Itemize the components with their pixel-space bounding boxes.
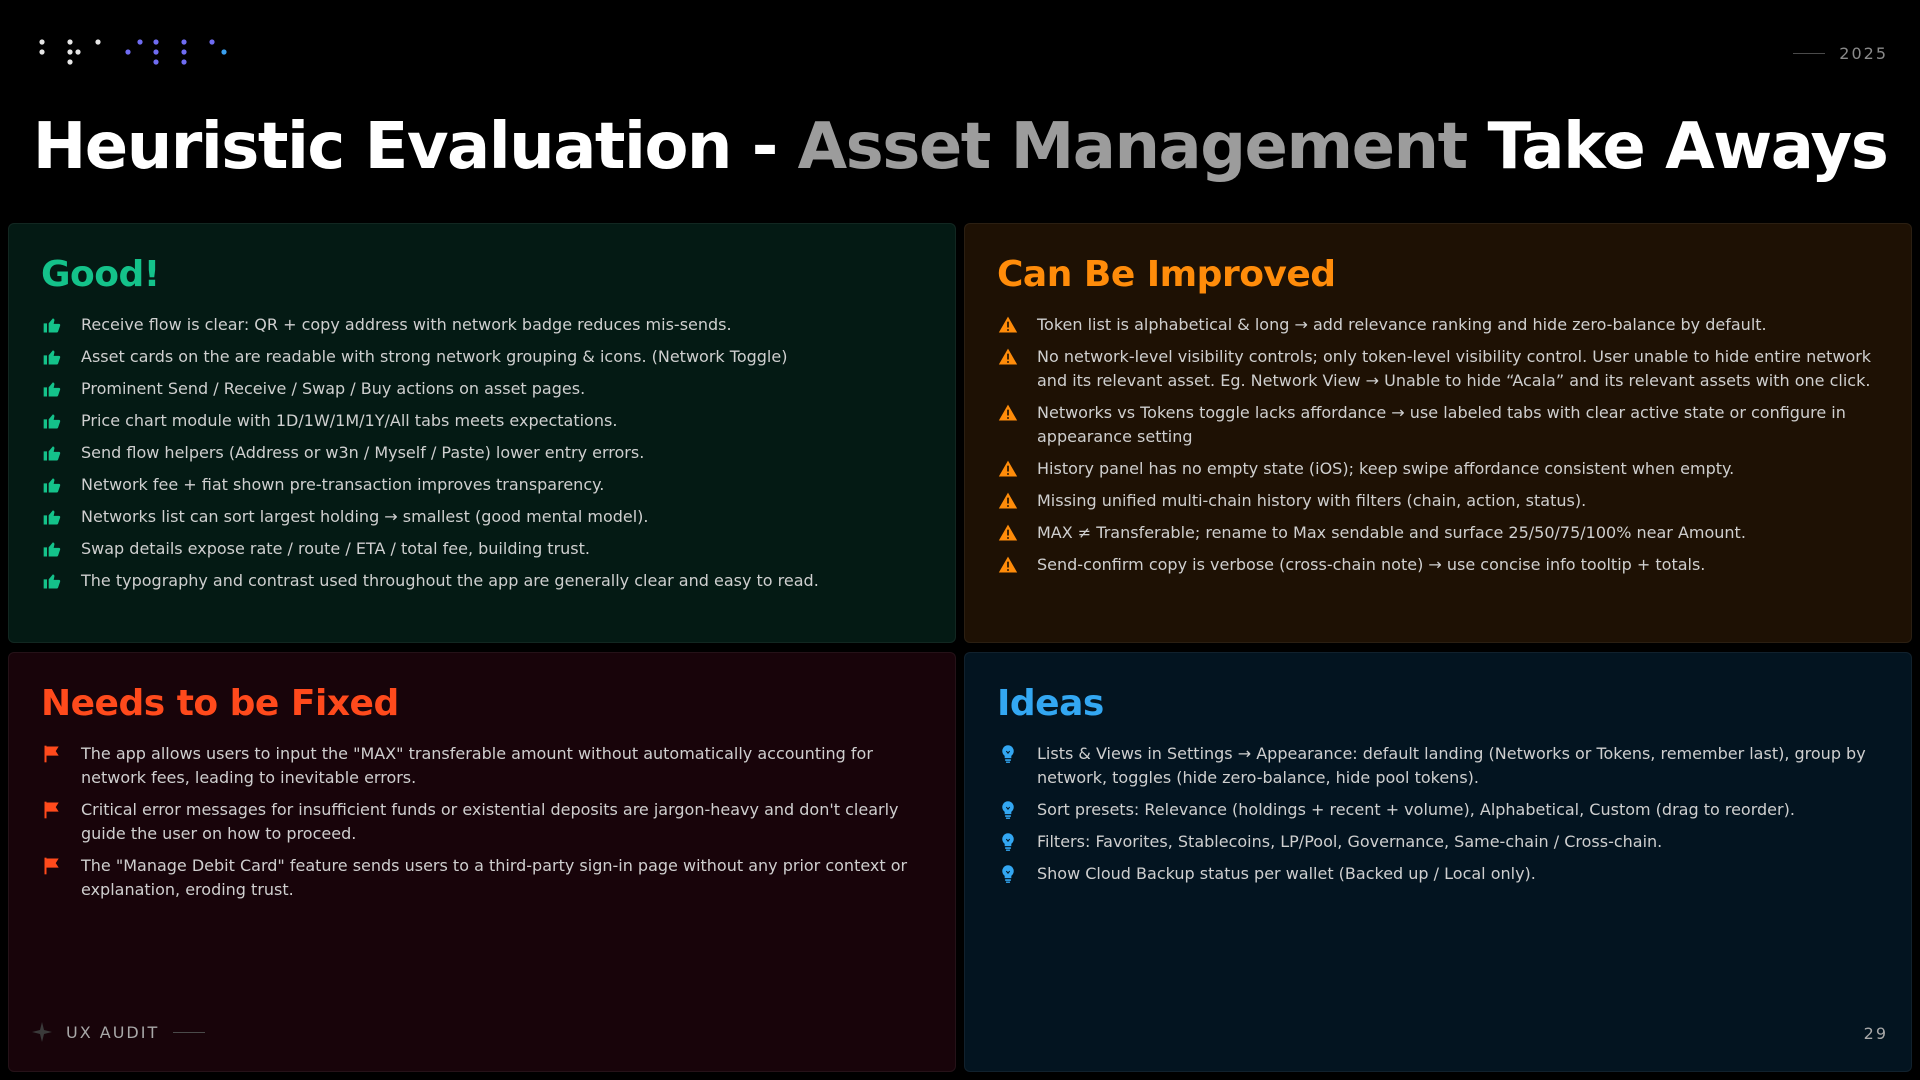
list-item-text: The app allows users to input the "MAX" transferable amount without automatically accounting for network fees, leading to inevitable errors. bbox=[81, 744, 873, 787]
list-item-text: History panel has no empty state (iOS); keep swipe affordance consistent when empty. bbox=[1037, 459, 1735, 478]
list-item bbox=[41, 313, 921, 337]
item-list bbox=[997, 313, 1877, 577]
list-item bbox=[41, 473, 921, 497]
thumbs-up-icon bbox=[41, 505, 63, 529]
list-item-text: Network fee + fiat shown pre-transaction improves transparency. bbox=[81, 475, 605, 494]
list-item-text: Send-confirm copy is verbose (cross-chain note) → use concise info tooltip + totals. bbox=[1037, 555, 1706, 574]
flag-icon bbox=[41, 742, 63, 766]
year-label: 2025 bbox=[1839, 44, 1888, 63]
warning-icon bbox=[997, 313, 1019, 337]
title-part1: Heuristic Evaluation - bbox=[32, 110, 798, 184]
panel-good bbox=[8, 223, 956, 643]
thumbs-up-icon bbox=[41, 569, 63, 593]
page-number: 29 bbox=[1863, 1024, 1888, 1043]
list-item bbox=[41, 505, 921, 529]
list-item-text: Price chart module with 1D/1W/1M/1Y/All tabs meets expectations. bbox=[81, 411, 618, 430]
list-item-text: Prominent Send / Receive / Swap / Buy actions on asset pages. bbox=[81, 379, 586, 398]
title-part2: Take Aways bbox=[1466, 110, 1888, 184]
list-item bbox=[41, 537, 921, 561]
warning-icon bbox=[997, 345, 1019, 369]
list-item bbox=[997, 313, 1877, 337]
list-item-text: Send flow helpers (Address or w3n / Myself / Paste) lower entry errors. bbox=[81, 443, 645, 462]
list-item bbox=[997, 521, 1877, 545]
brand-logo bbox=[34, 34, 234, 74]
list-item bbox=[41, 569, 921, 593]
list-item bbox=[997, 345, 1877, 393]
sparkle-icon bbox=[32, 1022, 52, 1042]
list-item bbox=[41, 742, 921, 790]
list-item-text: The "Manage Debit Card" feature sends users to a third-party sign-in page without any prior context or explanation, eroding trust. bbox=[81, 856, 908, 899]
list-item-text: Token list is alphabetical & long → add relevance ranking and hide zero-balance by default. bbox=[1037, 315, 1767, 334]
list-item-text: Networks vs Tokens toggle lacks affordance → use labeled tabs with clear active state or configure in appearance setting bbox=[1037, 403, 1846, 446]
list-item-text: The typography and contrast used throughout the app are generally clear and easy to read. bbox=[81, 571, 819, 590]
thumbs-up-icon bbox=[41, 441, 63, 465]
list-item bbox=[997, 401, 1877, 449]
thumbs-up-icon bbox=[41, 313, 63, 337]
thumbs-up-icon bbox=[41, 473, 63, 497]
panel-improve bbox=[964, 223, 1912, 643]
divider-line bbox=[1793, 53, 1825, 54]
thumbs-up-icon bbox=[41, 377, 63, 401]
list-item bbox=[41, 409, 921, 433]
footer-label bbox=[32, 1022, 205, 1042]
thumbs-up-icon bbox=[41, 537, 63, 561]
thumbs-up-icon bbox=[41, 409, 63, 433]
lightbulb-icon bbox=[997, 742, 1019, 766]
panel-title: Can Be Improved bbox=[997, 254, 1336, 295]
list-item bbox=[997, 830, 1877, 854]
page-title bbox=[0, 110, 1920, 184]
list-item bbox=[997, 742, 1877, 790]
panel-title: Ideas bbox=[997, 683, 1104, 724]
lightbulb-icon bbox=[997, 830, 1019, 854]
list-item-text: Swap details expose rate / route / ETA / total fee, building trust. bbox=[81, 539, 590, 558]
list-item bbox=[41, 345, 921, 369]
warning-icon bbox=[997, 489, 1019, 513]
list-item-text: Show Cloud Backup status per wallet (Backed up / Local only). bbox=[1037, 864, 1536, 883]
flag-icon bbox=[41, 798, 63, 822]
list-item bbox=[997, 798, 1877, 822]
panel-title: Good! bbox=[41, 254, 160, 295]
thumbs-up-icon bbox=[41, 345, 63, 369]
list-item-text: Asset cards on the are readable with strong network grouping & icons. (Network Toggle) bbox=[81, 347, 788, 366]
list-item bbox=[997, 489, 1877, 513]
warning-icon bbox=[997, 457, 1019, 481]
footer-text: UX AUDIT bbox=[66, 1022, 160, 1042]
list-item bbox=[41, 798, 921, 846]
lightbulb-icon bbox=[997, 798, 1019, 822]
list-item-text: Filters: Favorites, Stablecoins, LP/Pool, Governance, Same-chain / Cross-chain. bbox=[1037, 832, 1663, 851]
item-list bbox=[41, 742, 921, 902]
list-item bbox=[997, 457, 1877, 481]
warning-icon bbox=[997, 401, 1019, 425]
list-item-text: Networks list can sort largest holding → smallest (good mental model). bbox=[81, 507, 649, 526]
list-item-text: Lists & Views in Settings → Appearance: default landing (Networks or Tokens, remember last), group by network, toggles (hide zero-balance, hide pool tokens). bbox=[1037, 744, 1866, 787]
list-item-text: Receive flow is clear: QR + copy address with network badge reduces mis-sends. bbox=[81, 315, 732, 334]
list-item-text: Critical error messages for insufficient funds or existential deposits are jargon-heavy and don't clearly guide the user on how to proceed. bbox=[81, 800, 899, 843]
list-item-text: No network-level visibility controls; only token-level visibility control. User unable to hide entire network and its relevant asset. Eg. Network View → Unable to hide “Acala” and its relevant assets with one click. bbox=[1037, 347, 1872, 390]
title-accent: Asset Management bbox=[797, 110, 1467, 184]
lightbulb-icon bbox=[997, 862, 1019, 886]
item-list bbox=[997, 742, 1877, 886]
item-list bbox=[41, 313, 921, 593]
panel-title: Needs to be Fixed bbox=[41, 683, 399, 724]
panel-fix bbox=[8, 652, 956, 1072]
year-marker bbox=[1793, 44, 1888, 63]
list-item bbox=[41, 377, 921, 401]
list-item bbox=[41, 441, 921, 465]
list-item-text: Sort presets: Relevance (holdings + recent + volume), Alphabetical, Custom (drag to reorder). bbox=[1037, 800, 1795, 819]
list-item-text: Missing unified multi-chain history with filters (chain, action, status). bbox=[1037, 491, 1587, 510]
warning-icon bbox=[997, 553, 1019, 577]
list-item bbox=[997, 553, 1877, 577]
list-item bbox=[41, 854, 921, 902]
panel-ideas bbox=[964, 652, 1912, 1072]
flag-icon bbox=[41, 854, 63, 878]
list-item-text: MAX ≠ Transferable; rename to Max sendable and surface 25/50/75/100% near Amount. bbox=[1037, 523, 1746, 542]
divider-line bbox=[173, 1032, 205, 1033]
list-item bbox=[997, 862, 1877, 886]
warning-icon bbox=[997, 521, 1019, 545]
